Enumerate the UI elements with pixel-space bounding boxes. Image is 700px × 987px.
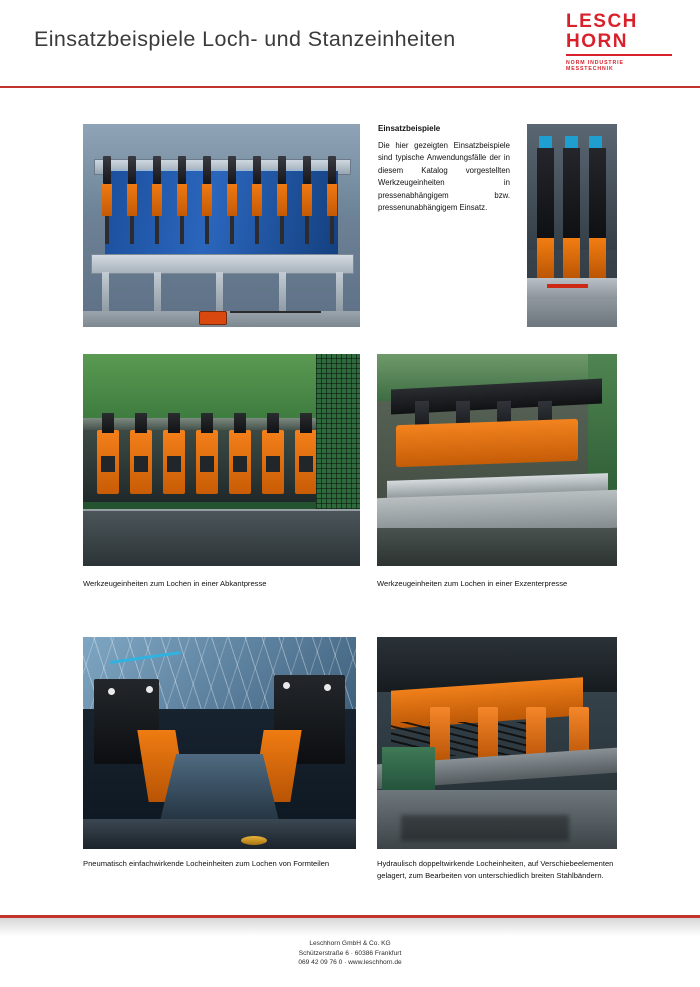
photo-fastener [146,686,153,693]
c-frame-unit [196,430,218,494]
intro-heading: Einsatzbeispiele [378,124,441,133]
photo-floor [83,819,356,849]
c-frame-unit [229,430,251,494]
page-title: Einsatzbeispiele Loch- und Stanzeinheiten [34,27,456,51]
punch-unit [226,156,238,249]
punch-unit-orange [589,238,606,279]
header-divider [0,86,700,88]
punch-unit [589,148,606,237]
intro-body: Die hier gezeigten Einsatzbeispiele sind typische Anwendungsfälle der in diesem Katalog vorgestellten Werkzeugeinheiten in pressenabhängigem bzw. pressenunabhängigem Einsatz. [378,141,510,213]
footer-address [0,939,700,968]
photo-foot-pedal [199,311,227,325]
footer-shade [0,918,700,936]
logo-line-1: LESCH [566,11,638,32]
c-frame-unit [163,430,185,494]
photo-base [527,278,617,298]
figure-exzenterpresse [377,354,617,566]
figure-units-detail [527,124,617,327]
photo-shadow [401,815,569,840]
photo-brass-detail [241,836,267,845]
punch-unit [151,156,163,249]
tool-units-orange [396,419,578,468]
photo-safety-mesh [316,354,360,519]
photo-formed-part [159,754,279,824]
punch-unit [326,156,338,249]
punch-unit [276,156,288,249]
punch-unit [201,156,213,249]
footer-line-3[interactable]: 069 42 09 76 0 · www.leschhorn.de [298,959,402,967]
figure-abkantpresse [83,354,360,566]
c-frame-unit [295,430,317,494]
caption-exzenterpresse: Werkzeugeinheiten zum Lochen in einer Exzenterpresse [377,579,568,588]
intro-text-block [378,124,510,214]
logo-subline: NORM INDUSTRIE MESSTECHNIK [566,59,624,72]
figure-press-brake-overview [83,124,360,327]
punch-unit [251,156,263,249]
footer-line-1: Leschhorn GmbH & Co. KG [309,940,391,947]
logo-line-2: HORN [566,31,628,52]
photo-cable [230,311,321,313]
footer-line-2: Schützerstraße 6 · 60386 Frankfurt [298,949,402,957]
hydraulic-unit [478,707,498,762]
punch-unit [126,156,138,249]
photo-floor [527,299,617,327]
photo-floor [83,511,360,566]
c-frame-unit [97,430,119,494]
punch-unit [537,148,554,237]
punch-unit [176,156,188,249]
company-logo [566,12,672,74]
c-frame-unit [130,430,152,494]
photo-table [91,254,353,274]
c-frame-unit [262,430,284,494]
caption-pneumatisch: Pneumatisch einfachwirkende Locheinheiten zum Lochen von Formteilen [83,859,330,868]
photo-green-housing [382,747,435,794]
punch-unit-orange [563,238,580,279]
figure-hydraulisch [377,637,617,849]
caption-abkantpresse: Werkzeugeinheiten zum Lochen in einer Abkantpresse [83,579,267,588]
page-header [0,0,700,88]
photo-floor [377,528,617,566]
caption-hydraulisch: Hydraulisch doppeltwirkende Locheinheiten, auf Verschiebeelementen gelagert, zum Bearbeiten von unterschiedlich breiten Stahlbändern. [377,859,614,880]
logo-divider [566,54,672,56]
photo-fastener [108,688,115,695]
punch-unit-orange [537,238,554,279]
punch-unit [563,148,580,237]
photo-red-detail [547,284,588,288]
photo-legs [91,272,351,313]
punch-unit [101,156,113,249]
page-footer [0,915,700,987]
punch-unit [301,156,313,249]
figure-pneumatisch [83,637,356,849]
